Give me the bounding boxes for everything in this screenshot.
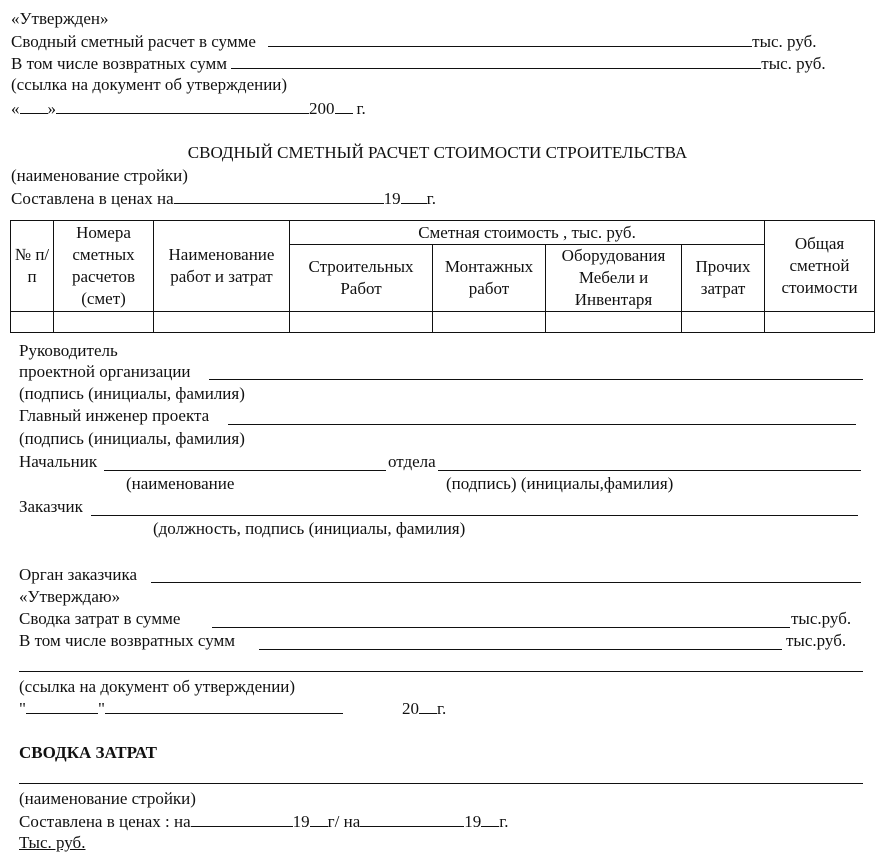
approve-year: 20	[402, 699, 419, 718]
table-cell[interactable]	[290, 312, 433, 333]
expenses-total-unit: тыс.руб.	[791, 609, 852, 628]
approve-year-line	[402, 698, 446, 719]
page-title: СВОДНЫЙ СМЕТНЫЙ РАСЧЕТ СТОИМОСТИ СТРОИТЕЛЬСТВА	[187, 143, 688, 162]
quote-open: "	[19, 699, 26, 718]
year-prefix: 200	[309, 99, 335, 118]
summary-date2-field[interactable]	[360, 811, 464, 827]
col-header-estimates: Номера сметных расчетов (смет)	[54, 221, 154, 312]
summary-prices-label: Составлена в ценах : на	[19, 812, 191, 831]
dept-head-label: Начальник	[19, 452, 98, 471]
table-cell[interactable]	[11, 312, 54, 333]
chief-engineer-label: Главный инженер проекта	[19, 406, 210, 425]
prices-year-suffix: г.	[426, 189, 436, 208]
dept-name-field[interactable]	[104, 470, 386, 471]
approved-label: «Утвержден»	[11, 9, 109, 28]
table-cell[interactable]	[433, 312, 546, 333]
customer-body-field[interactable]	[151, 582, 861, 583]
prices-label: Составлена в ценах на	[11, 189, 174, 208]
naming-note: (наименование	[126, 474, 235, 493]
date-close-quote: »	[47, 99, 56, 118]
date-open-quote: «	[11, 99, 20, 118]
head-label-line2: проектной организации	[19, 362, 191, 381]
dept-head-signature-field[interactable]	[438, 470, 861, 471]
doc-ref-label: (ссылка на документ об утверждении)	[11, 75, 288, 94]
expenses-returnable-unit: тыс.руб.	[786, 631, 847, 650]
day-field[interactable]	[20, 98, 48, 114]
summary-date1-field[interactable]	[191, 811, 293, 827]
summary-prices-line	[19, 811, 509, 832]
total-sum-label: Сводный сметный расчет в сумме	[11, 32, 256, 51]
total-sum-line	[11, 31, 817, 52]
position-note: (должность, подпись (инициалы, фамилия)	[153, 519, 466, 538]
total-sum-field[interactable]	[268, 31, 752, 47]
table-cell[interactable]	[546, 312, 682, 333]
expenses-returnable-label: В том числе возвратных сумм	[19, 631, 236, 650]
prices-year-field[interactable]	[401, 188, 427, 204]
summary-site-label: (наименование стройки)	[19, 789, 196, 808]
summary-title: СВОДКА ЗАТРАТ	[19, 743, 157, 762]
extra-line-field[interactable]	[19, 671, 863, 672]
col-header-equipment: Оборудования Мебели и Инвентаря	[546, 245, 682, 312]
customer-body-label: Орган заказчика	[19, 565, 138, 584]
returnable-sum-unit: тыс. руб.	[761, 54, 826, 73]
cost-table	[10, 220, 875, 333]
table-cell[interactable]	[154, 312, 290, 333]
returnable-sum-label: В том числе возвратных сумм	[11, 54, 228, 73]
customer-field[interactable]	[91, 515, 858, 516]
approve-date-line	[19, 698, 343, 719]
returnable-sum-line	[11, 53, 826, 74]
table-cell[interactable]	[54, 312, 154, 333]
prices-year: 19	[383, 189, 401, 208]
chief-engineer-field[interactable]	[228, 424, 856, 425]
summary-year1-field[interactable]	[310, 811, 328, 827]
table-cell[interactable]	[682, 312, 765, 333]
summary-year1: 19	[292, 812, 310, 831]
col-header-total: Общая сметной стоимости	[765, 221, 875, 312]
summary-year2-suffix: г.	[499, 812, 509, 831]
year-field[interactable]	[335, 98, 353, 114]
total-sum-unit: тыс. руб.	[752, 32, 817, 51]
summary-year1-suffix: г/ на	[327, 812, 361, 831]
expenses-total-field[interactable]	[212, 627, 790, 628]
summary-unit: Тыс. руб.	[19, 833, 86, 852]
col-group-header-cost: Сметная стоимость , тыс. руб.	[290, 221, 765, 245]
year-suffix: г.	[356, 99, 366, 118]
col-header-number: № п/п	[11, 221, 54, 312]
month-field[interactable]	[56, 98, 309, 114]
expenses-total-label: Сводка затрат в сумме	[19, 609, 181, 628]
summary-year2-field[interactable]	[481, 811, 499, 827]
approve-year-field[interactable]	[419, 698, 437, 714]
month-field-2[interactable]	[105, 698, 343, 714]
sign-note-1: (подпись (инициалы, фамилия)	[19, 384, 245, 403]
day-field-2[interactable]	[26, 698, 98, 714]
site-name-label: (наименование стройки)	[11, 166, 188, 185]
customer-label: Заказчик	[19, 497, 83, 516]
col-header-installation: Монтажных работ	[433, 245, 546, 312]
col-header-other: Прочих затрат	[682, 245, 765, 312]
table-row	[11, 312, 875, 333]
approve-year-suffix: г.	[437, 699, 447, 718]
returnable-sum-field[interactable]	[231, 53, 761, 69]
dept-label: отдела	[388, 452, 436, 471]
doc-ref-label-2: (ссылка на документ об утверждении)	[19, 677, 296, 696]
prices-date-field[interactable]	[174, 188, 384, 204]
approval-date-line	[11, 98, 366, 119]
col-header-construction: Строительных Работ	[290, 245, 433, 312]
table-cell[interactable]	[765, 312, 875, 333]
approve-label: «Утверждаю»	[19, 587, 121, 606]
sign-note-2: (подпись (инициалы, фамилия)	[19, 429, 245, 448]
prices-line	[11, 188, 436, 209]
sign-initials-note: (подпись) (инициалы,фамилия)	[446, 474, 674, 493]
summary-year2: 19	[464, 812, 482, 831]
head-signature-field[interactable]	[209, 379, 863, 380]
expenses-returnable-field[interactable]	[259, 649, 782, 650]
col-header-name: Наименование работ и затрат	[154, 221, 290, 312]
quote-close: "	[97, 699, 105, 718]
summary-site-field[interactable]	[19, 783, 863, 784]
head-label-line1: Руководитель	[19, 341, 118, 360]
